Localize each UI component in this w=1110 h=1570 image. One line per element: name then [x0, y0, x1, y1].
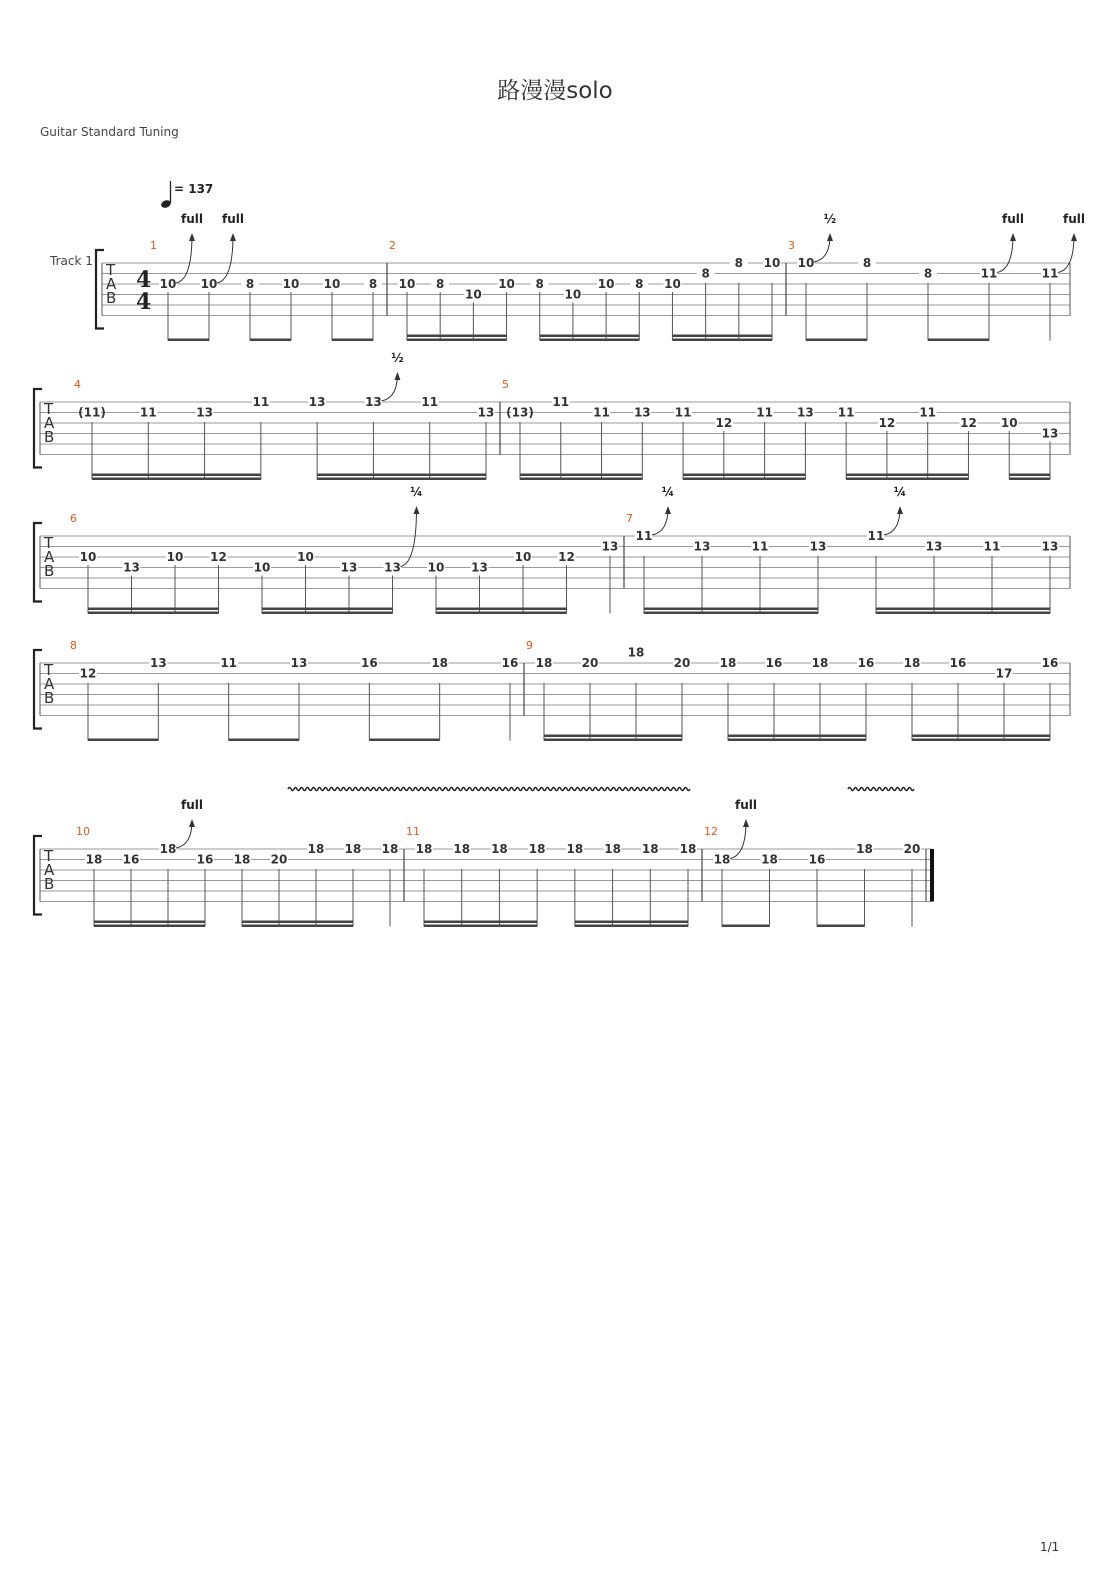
fret-number: 12 [210, 550, 227, 564]
tab-clef-letter: T [44, 400, 54, 418]
bend-curve [176, 235, 192, 283]
note-beam [94, 925, 205, 928]
fret-number: 13 [365, 395, 382, 409]
fret-number: 10 [427, 560, 445, 575]
bend-curve [814, 235, 830, 262]
tab-system [96, 212, 1085, 341]
fret-number: 18 [431, 656, 449, 670]
fret-number: 13 [149, 656, 167, 670]
fret-number: (13) [506, 405, 534, 420]
fret-number: 13 [925, 539, 943, 554]
note-beam [262, 612, 393, 615]
bend-curve [884, 508, 900, 535]
note-beam [928, 339, 989, 342]
fret-number: 16 [857, 656, 875, 670]
tempo-value: = 137 [174, 182, 214, 196]
note-beam-secondary [683, 474, 805, 477]
fret-number: 12 [960, 416, 977, 430]
fret-number: 10 [398, 277, 416, 291]
note-beam [540, 339, 640, 342]
page-number: 1/1 [1040, 1540, 1060, 1554]
fret-number: 18 [85, 852, 103, 867]
note-beam-secondary [94, 921, 205, 924]
fret-number: 13 [384, 560, 401, 575]
fret-number: 11 [674, 405, 692, 420]
fret-number: 11 [919, 405, 937, 420]
fret-number: 13 [633, 405, 651, 420]
fret-number: 16 [808, 852, 826, 867]
fret-number: 13 [809, 539, 827, 554]
note-beam [407, 339, 507, 342]
system-bracket [96, 250, 104, 329]
measure-number: 10 [76, 825, 90, 838]
tab-clef-letter: T [44, 661, 54, 679]
tuning-label: Guitar Standard Tuning [40, 125, 179, 139]
fret-number: 18 [491, 842, 508, 856]
fret-number: 18 [415, 842, 433, 856]
note-beam-secondary [644, 608, 818, 611]
fret-number: 20 [270, 852, 288, 867]
note-beam-secondary [262, 608, 393, 611]
note-beam [846, 478, 968, 481]
measure [526, 639, 1059, 741]
time-signature-bottom: 4 [136, 289, 152, 315]
note-beam [250, 339, 291, 342]
note-beam-secondary [912, 735, 1050, 738]
tab-clef-letter: B [44, 689, 55, 707]
fret-number: 10 [514, 550, 532, 564]
fret-number: 10 [323, 277, 341, 291]
fret-number: 18 [604, 842, 621, 856]
note-beam [876, 612, 1050, 615]
tab-clef-letter: B [106, 289, 117, 307]
vibrato-marks [288, 788, 914, 791]
fret-number: 11 [751, 539, 769, 554]
measure-number: 11 [406, 825, 420, 838]
note-beam [575, 925, 688, 928]
note-beam [242, 925, 353, 928]
fret-number: 10 [282, 277, 300, 291]
note-beam-secondary [1009, 474, 1050, 477]
vibrato-line [848, 788, 914, 791]
note-beam-secondary [436, 608, 567, 611]
bend-curve [217, 235, 233, 283]
note-beam-secondary [317, 474, 486, 477]
measure-number: 2 [389, 239, 396, 252]
fret-number: 18 [453, 842, 471, 856]
bend-arrow-icon [1010, 233, 1016, 241]
fret-number: 11 [139, 405, 157, 420]
fret-number: 10 [797, 256, 815, 270]
fret-number: 13 [290, 656, 308, 670]
note-beam-secondary [520, 474, 642, 477]
fret-number: 16 [501, 656, 519, 670]
measure [626, 485, 1059, 614]
note-beam-secondary [88, 608, 219, 611]
fret-number: (11) [78, 405, 106, 420]
note-beam [229, 739, 299, 742]
fret-number: 13 [196, 405, 213, 420]
fret-number: 18 [811, 656, 829, 670]
tab-system [34, 798, 932, 927]
measure-number: 9 [526, 639, 533, 652]
fret-number: 18 [535, 656, 553, 670]
fret-number: 12 [715, 416, 733, 430]
note-beam [912, 739, 1050, 742]
fret-number: 20 [673, 656, 691, 670]
fret-number: 13 [308, 395, 326, 409]
note-beam [817, 925, 865, 928]
tab-clef-letter: B [44, 428, 55, 446]
bend-arrow-icon [743, 819, 749, 827]
measure [70, 639, 519, 741]
fret-number: 18 [307, 842, 325, 856]
system-bracket [34, 650, 42, 729]
note-beam [1009, 478, 1050, 481]
fret-number: 17 [995, 666, 1013, 681]
fret-number: 11 [983, 539, 1001, 554]
bend-amount: full [735, 798, 757, 812]
measure-number: 4 [74, 378, 81, 391]
tab-system [34, 351, 1070, 480]
fret-number: 13 [797, 405, 814, 420]
tempo-mark [160, 181, 213, 209]
bend-curve [401, 508, 417, 567]
measure-number: 5 [502, 378, 509, 391]
bend-amount: full [181, 798, 203, 812]
measure-number: 1 [150, 239, 157, 252]
fret-number: 8 [368, 277, 378, 291]
measure-number: 7 [626, 512, 633, 525]
fret-number: 18 [713, 852, 731, 867]
measure [70, 485, 619, 614]
fret-number: 18 [903, 656, 921, 670]
fret-number: 13 [123, 560, 140, 575]
note-beam [332, 339, 373, 342]
note-beam-secondary [407, 335, 507, 338]
fret-number: 12 [79, 666, 97, 681]
track-name: Track 1 [50, 254, 93, 268]
measure [788, 212, 1085, 341]
fret-number: 10 [763, 256, 781, 270]
note-beam [88, 739, 158, 742]
measure [76, 798, 399, 927]
bend-amount: ¼ [410, 485, 423, 499]
note-beam [644, 612, 818, 615]
system-bracket [34, 389, 42, 468]
note-beam [728, 739, 866, 742]
bend-arrow-icon [665, 506, 671, 514]
fret-number: 12 [558, 550, 575, 564]
note-beam-secondary [540, 335, 640, 338]
vibrato-line [288, 788, 690, 791]
fret-number: 10 [159, 277, 177, 291]
fret-number: 13 [601, 539, 619, 554]
bend-curve [176, 821, 192, 848]
measure-number: 6 [70, 512, 77, 525]
note-beam-secondary [575, 921, 688, 924]
fret-number: 10 [597, 277, 615, 291]
note-beam [424, 925, 537, 928]
fret-number: 18 [233, 852, 251, 867]
fret-number: 20 [903, 842, 921, 856]
fret-number: 10 [166, 550, 184, 564]
fret-number: 8 [701, 266, 710, 281]
fret-number: 18 [856, 842, 873, 856]
note-beam [683, 478, 805, 481]
note-beam-secondary [544, 735, 682, 738]
fret-number: 16 [1041, 656, 1059, 670]
time-signature-top: 4 [136, 267, 152, 293]
fret-number: 13 [1041, 426, 1059, 441]
measure [502, 378, 1059, 480]
note-beam-secondary [424, 921, 537, 924]
fret-number: 10 [79, 550, 97, 564]
fret-number: 11 [220, 656, 238, 670]
fret-number: 11 [980, 266, 998, 281]
fret-number: 18 [159, 842, 177, 856]
tab-clef-letter: T [44, 847, 54, 865]
bend-curve [652, 508, 668, 535]
fret-number: 8 [635, 277, 644, 291]
tab-clef-letter: B [44, 562, 55, 580]
bend-arrow-icon [189, 819, 195, 827]
fret-number: 16 [196, 852, 214, 867]
fret-number: 8 [923, 266, 933, 281]
fret-number: 12 [878, 416, 896, 430]
fret-number: 11 [756, 405, 773, 420]
note-beam [672, 339, 772, 342]
note-beam-secondary [672, 335, 772, 338]
fret-number: 16 [360, 656, 378, 670]
bend-amount: ¼ [661, 485, 675, 499]
note-beam [317, 478, 486, 481]
bend-amount: full [222, 212, 244, 226]
note-beam-secondary [846, 474, 968, 477]
fret-number: 18 [679, 842, 697, 856]
measure-number: 3 [788, 239, 795, 252]
fret-number: 11 [593, 405, 610, 420]
note-beam [722, 925, 770, 928]
note-beam-secondary [876, 608, 1050, 611]
measure [150, 212, 382, 341]
fret-number: 18 [719, 656, 737, 670]
fret-number: 10 [200, 277, 218, 291]
bend-arrow-icon [827, 233, 833, 241]
fret-number: 18 [566, 842, 584, 856]
bend-arrow-icon [1071, 233, 1077, 241]
bend-arrow-icon [394, 372, 400, 380]
measure [389, 239, 781, 341]
bend-amount: ½ [391, 351, 404, 365]
fret-number: 11 [552, 395, 570, 409]
fret-number: 13 [340, 560, 358, 575]
fret-number: 13 [1041, 539, 1059, 554]
note-beam-secondary [92, 474, 261, 477]
tab-clef-letter: T [106, 261, 116, 279]
fret-number: 13 [693, 539, 711, 554]
fret-number: 10 [253, 560, 271, 575]
bend-arrow-icon [189, 233, 195, 241]
measure [704, 798, 921, 927]
fret-number: 11 [867, 529, 885, 543]
note-beam [369, 739, 439, 742]
fret-number: 18 [627, 645, 645, 660]
tab-clef-letter: T [44, 534, 54, 552]
fret-number: 13 [477, 405, 495, 420]
bend-amount: ¼ [893, 485, 907, 499]
fret-number: 20 [581, 656, 599, 670]
bend-arrow-icon [230, 233, 236, 241]
fret-number: 10 [498, 277, 515, 291]
note-beam [168, 339, 209, 342]
fret-number: 18 [761, 852, 778, 867]
tab-system [34, 485, 1070, 614]
tab-clef-letter: A [44, 861, 55, 879]
fret-number: 13 [471, 560, 488, 575]
note-beam-secondary [242, 921, 353, 924]
tab-clef-letter: A [106, 275, 117, 293]
measure-number: 12 [704, 825, 718, 838]
fret-number: 8 [734, 256, 743, 270]
tab-clef-letter: A [44, 414, 55, 432]
note-beam [520, 478, 642, 481]
fret-number: 8 [245, 277, 255, 291]
note-beam [436, 612, 567, 615]
note-beam-secondary [728, 735, 866, 738]
bend-amount: full [1063, 212, 1085, 226]
fret-number: 16 [122, 852, 140, 867]
tab-clef-letter: B [44, 875, 55, 893]
fret-number: 10 [564, 287, 582, 302]
fret-number: 11 [1041, 266, 1059, 281]
fret-number: 18 [381, 842, 399, 856]
fret-number: 11 [837, 405, 855, 420]
bend-arrow-icon [897, 506, 903, 514]
tab-system [34, 639, 1070, 741]
measure-number: 8 [70, 639, 77, 652]
score-title: 路漫漫solo [497, 78, 613, 104]
system-bracket [34, 836, 42, 915]
fret-number: 10 [664, 277, 681, 291]
fret-number: 18 [528, 842, 546, 856]
measure [406, 825, 697, 927]
fret-number: 16 [765, 656, 783, 670]
fret-number: 10 [465, 287, 482, 302]
fret-number: 18 [344, 842, 362, 856]
fret-number: 8 [436, 277, 445, 291]
bend-amount: full [1002, 212, 1024, 226]
fret-number: 11 [252, 395, 270, 409]
tab-clef-letter: A [44, 675, 55, 693]
fret-number: 18 [641, 842, 659, 856]
fret-number: 11 [421, 395, 439, 409]
bend-amount: full [181, 212, 203, 226]
fret-number: 11 [635, 529, 653, 543]
note-beam [544, 739, 682, 742]
fret-number: 10 [1000, 416, 1018, 430]
note-beam [806, 339, 867, 342]
note-beam [88, 612, 219, 615]
bend-arrow-icon [414, 506, 420, 514]
system-bracket [34, 523, 42, 602]
fret-number: 16 [949, 656, 967, 670]
tab-clef-letter: A [44, 548, 55, 566]
note-beam [92, 478, 261, 481]
bend-curve [381, 374, 397, 401]
fret-number: 8 [535, 277, 544, 291]
measure [74, 351, 495, 480]
fret-number: 10 [297, 550, 314, 564]
fret-number: 8 [862, 256, 872, 270]
bend-amount: ½ [823, 212, 837, 226]
